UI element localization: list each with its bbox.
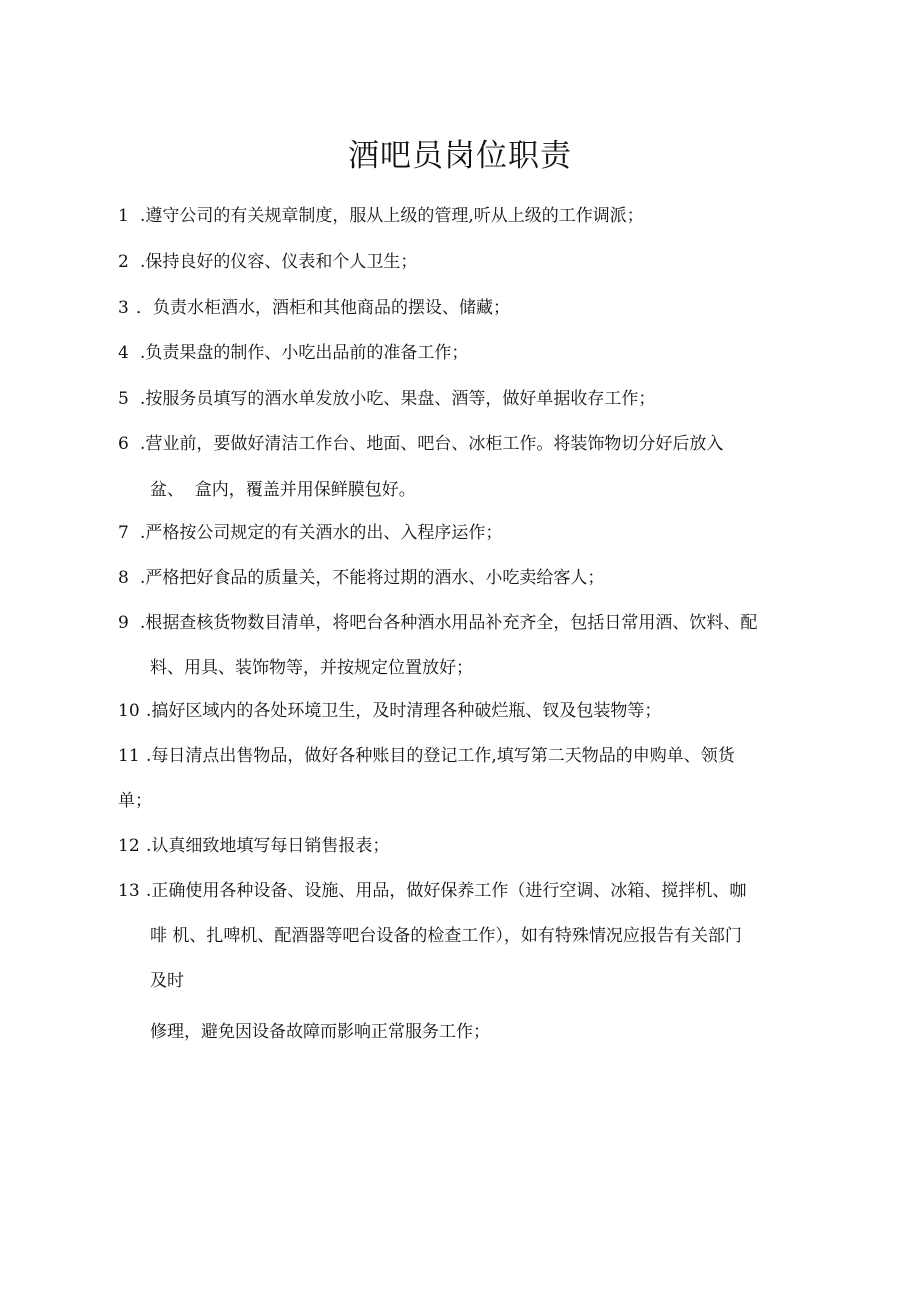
item-text: .保持良好的仪容、仪表和个人卫生； bbox=[140, 252, 418, 272]
item-number: 11 bbox=[118, 746, 140, 766]
item-continuation: 盆、 盒内，覆盖并用保鲜膜包好。 bbox=[150, 480, 416, 500]
item-text: .根据查核货物数目清单，将吧台各种酒水用品补充齐全，包括日常用酒、饮料、配 bbox=[140, 613, 758, 633]
item-continuation: 及时 bbox=[150, 971, 184, 991]
item-continuation: 啡 机、扎啤机、配酒器等吧台设备的检查工作），如有特殊情况应报告有关部门 bbox=[150, 926, 742, 946]
list-item-8 bbox=[118, 566, 604, 590]
item-number: 2 bbox=[118, 252, 129, 272]
item-text: .严格按公司规定的有关酒水的出、入程序运作； bbox=[140, 523, 503, 543]
item-text: .正确使用各种设备、设施、用品，做好保养工作（进行空调、冰箱、搅拌机、咖 bbox=[146, 881, 747, 901]
item-continuation: 料、用具、装饰物等，并按规定位置放好； bbox=[150, 658, 473, 678]
item-text: .每日清点出售物品，做好各种账目的登记工作,填写第二天物品的申购单、领货 bbox=[146, 746, 735, 766]
list-item-2 bbox=[118, 250, 417, 274]
list-item-13 bbox=[118, 879, 746, 903]
list-item-6 bbox=[118, 432, 723, 456]
item-number: 1 bbox=[118, 206, 129, 226]
item-number: 5 bbox=[118, 389, 129, 409]
list-item-10 bbox=[118, 699, 661, 723]
item-text: .严格把好食品的质量关，不能将过期的酒水、小吃卖给客人； bbox=[140, 568, 605, 588]
item-number: 8 bbox=[118, 568, 129, 588]
item-continuation: 单； bbox=[118, 791, 152, 811]
item-text: .负责果盘的制作、小吃出品前的准备工作； bbox=[140, 343, 469, 363]
item-number: 4 bbox=[118, 343, 129, 363]
list-item-1 bbox=[118, 204, 644, 228]
item-continuation: 修理，避免因设备故障而影响正常服务工作； bbox=[150, 1022, 490, 1042]
list-item-5 bbox=[118, 387, 655, 411]
item-number: 9 bbox=[118, 613, 129, 633]
page-title: 酒吧员岗位职责 bbox=[348, 138, 572, 174]
item-text: .按服务员填写的酒水单发放小吃、果盘、酒等，做好单据收存工作； bbox=[140, 389, 656, 409]
item-text: .遵守公司的有关规章制度，服从上级的管理,听从上级的工作调派； bbox=[140, 206, 644, 226]
item-number: 7 bbox=[118, 523, 129, 543]
list-item-7 bbox=[118, 521, 502, 545]
list-item-12 bbox=[118, 834, 389, 858]
list-item-4 bbox=[118, 341, 468, 365]
list-item-11 bbox=[118, 744, 735, 768]
list-item-3 bbox=[118, 296, 510, 320]
list-item-9 bbox=[118, 611, 757, 635]
item-text: .认真细致地填写每日销售报表； bbox=[146, 836, 390, 856]
item-number: 6 bbox=[118, 434, 129, 454]
item-number: 3 bbox=[118, 298, 129, 318]
item-number: 10 bbox=[118, 701, 140, 721]
item-number: 13 bbox=[118, 881, 140, 901]
item-number: 12 bbox=[118, 836, 140, 856]
item-text: .营业前，要做好清洁工作台、地面、吧台、冰柜工作。将装饰物切分好后放入 bbox=[140, 434, 724, 454]
item-text: ．负责水柜酒水，酒柜和其他商品的摆设、储藏； bbox=[136, 298, 510, 318]
item-text: .搞好区域内的各处环境卫生，及时清理各种破烂瓶、钗及包装物等； bbox=[146, 701, 662, 721]
